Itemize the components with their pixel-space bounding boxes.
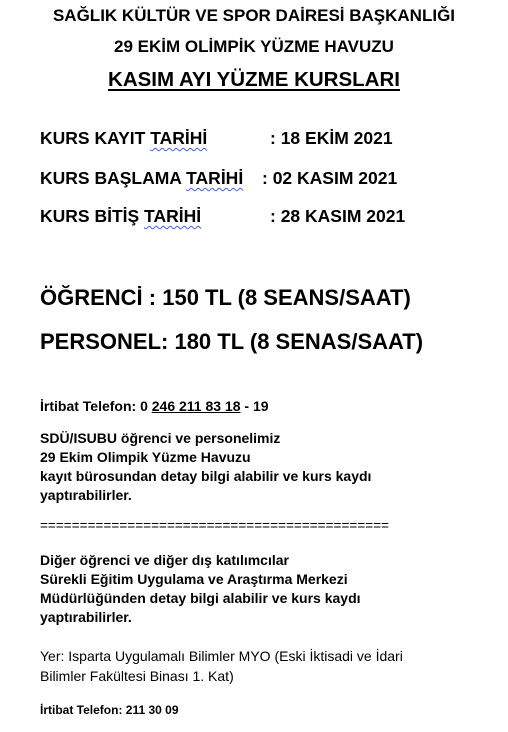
- paragraph-line: yaptırabilirler.: [40, 609, 132, 625]
- paragraph-line: kayıt bürosundan detay bilgi alabilir ve kurs kaydı: [40, 468, 372, 484]
- paragraph-line: 29 Ekim Olimpik Yüzme Havuzu: [40, 449, 251, 465]
- address-line: Bilimler Fakültesi Binası 1. Kat): [40, 668, 234, 684]
- date-value: : 28 KASIM 2021: [270, 206, 406, 226]
- paragraph-line: Diğer öğrenci ve diğer dış katılımcılar: [40, 552, 289, 568]
- date-label: [40, 168, 243, 189]
- separator-line: ============================================: [40, 518, 390, 533]
- date-label-word: TARİHİ: [144, 206, 202, 226]
- date-value: : 02 KASIM 2021: [262, 168, 398, 188]
- contact-phone-label: İrtibat Telefon: 0: [40, 398, 152, 414]
- paragraph-line: SDÜ/ISUBU öğrenci ve personelimiz: [40, 430, 281, 446]
- price-staff: PERSONEL: 180 TL (8 SENAS/SAAT): [40, 329, 424, 354]
- price-student: ÖĞRENCİ : 150 TL (8 SEANS/SAAT): [40, 285, 411, 310]
- page-title-text: KASIM AYI YÜZME KURSLARI: [108, 68, 400, 91]
- paragraph-line: yaptırabilirler.: [40, 487, 132, 503]
- info-paragraph-1: [40, 429, 371, 505]
- address-block: [40, 646, 403, 686]
- date-label-word: TARİHİ: [186, 168, 244, 188]
- header-line-2: 29 EKİM OLİMPİK YÜZME HAVUZU: [114, 37, 394, 56]
- header-line-1: SAĞLIK KÜLTÜR VE SPOR DAİRESİ BAŞKANLIĞI: [52, 6, 456, 25]
- paragraph-line: Sürekli Eğitim Uygulama ve Araştırma Merkezi: [40, 571, 348, 587]
- contact-phone-2: İrtibat Telefon: 211 30 09: [40, 703, 179, 717]
- page-title: [0, 68, 508, 92]
- info-paragraph-2: [40, 551, 361, 627]
- date-value: : 18 EKİM 2021: [270, 128, 393, 148]
- date-label-word: TARİHİ: [150, 128, 208, 148]
- date-row-start: [40, 168, 500, 192]
- contact-phone-1: [40, 397, 269, 416]
- contact-phone-suffix: - 19: [240, 398, 269, 414]
- paragraph-line: Müdürlüğünden detay bilgi alabilir ve kurs kaydı: [40, 590, 361, 606]
- address-line: Yer: Isparta Uygulamalı Bilimler MYO (Eski İktisadi ve İdari: [40, 648, 403, 664]
- date-label: [40, 206, 201, 227]
- contact-phone-number: 246 211 83 18: [151, 398, 241, 414]
- date-label: [40, 128, 207, 149]
- date-label-prefix: KURS KAYIT: [40, 128, 151, 148]
- date-label-prefix: KURS BAŞLAMA: [40, 168, 187, 188]
- date-row-registration: [40, 128, 500, 152]
- date-label-prefix: KURS BİTİŞ: [40, 206, 145, 226]
- date-row-end: [40, 206, 500, 230]
